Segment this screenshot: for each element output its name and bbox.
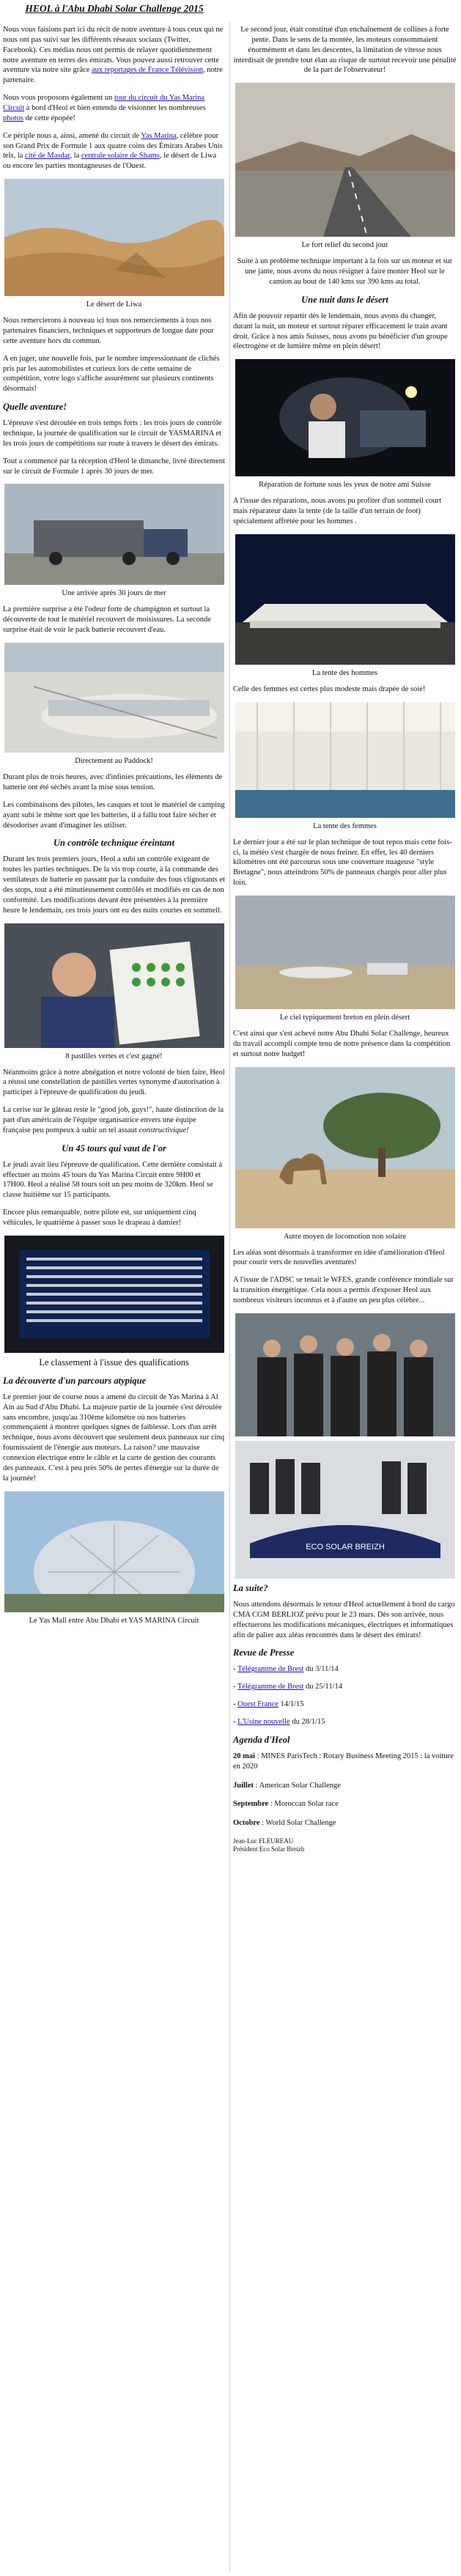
- caption-classement: Le classement à l'issue des qualifications: [39, 1357, 189, 1368]
- yas-marina-link[interactable]: Yas Marina: [141, 131, 177, 140]
- caption-paddock: Directement au Paddock!: [75, 757, 153, 766]
- caption-pastilles: 8 pastilles vertes et c'est gagné!: [65, 1052, 163, 1060]
- press-item: - Télégramme de Brest du 3/11/14: [233, 1665, 339, 1674]
- press-link[interactable]: Télégramme de Brest: [237, 1683, 304, 1691]
- heading-tour: Un 45 tours qui vaut de l'or: [62, 1143, 166, 1154]
- yas-mall-photo: [4, 1491, 224, 1612]
- journey-paragraph: Ce périple nous a, ainsi, amené du circuit de Yas Marina, célèbre pour son Grand Prix de Formule 1 aux quatre coins des Émirats Arabes Unis tels, la cité de Masdar, la centrale solaire de Shams, le désert de Liwa ou encore les parties montagneuses de l'Ouest.: [3, 131, 223, 171]
- caption-yas-mall: Le Yas Mall entre Abu Dhabi et YAS MARINA Circuit: [29, 1616, 199, 1625]
- heading-controle: Un contrôle technique éreintant: [54, 838, 174, 849]
- press-item: - Télégramme de Brest du 25/11/14: [233, 1683, 343, 1691]
- arrival-photo: [4, 484, 224, 585]
- abnegation-paragraph: Néanmoins grâce à notre abnégation et notre volonté de bien faire, Heol a réussi une constellation de pastilles vertes synonyme d'autorisation à participer à l'épreuve de qualification du jeudi.: [3, 1068, 225, 1097]
- repair-photo: [235, 359, 455, 476]
- right-column: [233, 25, 457, 1853]
- column-divider: [229, 22, 230, 2572]
- qualification-paragraph: Le jeudi avait lieu l'épreuve de qualification. Cette dernière consistait à effectuer au moins 45 tours du Yas Marina Circuit entre 9H00 et 17H00. Heol a réalisé 58 tours soit un peu moins de 320km. Heol se classe huitième sur 15 participants.: [3, 1160, 222, 1200]
- second-day-paragraph: Le second jour, était constitué d'un enchaînement de collines à forte pente. Dans le sens de la montée, les moteurs consommaient énormément et dans les descentes, la limitation de vitesse nous interdisait de prendre tout élan au risque de surtout recevoir une pénalité de la part de l'observateur!: [233, 26, 457, 75]
- left-column: [3, 25, 225, 1632]
- heading-agenda: Agenda d'Heol: [233, 1734, 290, 1745]
- heading-suite: La suite?: [233, 1582, 268, 1593]
- women-tent-photo: [235, 702, 455, 818]
- reception-paragraph: Tout a commencé par la réception d'Heol le dimanche, livré directement sur le circuit de Formule 1 après 30 jours de mer.: [3, 457, 225, 476]
- caption-ciel: Le ciel typiquement breton en plein désert: [279, 1014, 410, 1022]
- signature-name: Jean-Luc FLEUREAU: [233, 1837, 294, 1845]
- wfes-paragraph: A l'issue de l'ADSC se tenait le WFES, grande conférence mondiale sur la transition énergétique. Cela nous a permis d'exposer Heol aux nombreux visiteurs inconnus et à d'autre un peu plus célèbre...: [233, 1276, 454, 1305]
- inspection-paragraph: Durant les trois premiers jours, Heol a subi un contrôle exigeant de toutes les parties techniques. De la vis trop courte, à la commande des ventilateurs de batterie en passant par la conduite des fous clignotants et des stops, tout a été minutieusement contrôlés et modifiés en cas de non conformité. Les modifications devant être présentées à la première heure le lendemain, ces trois jours ont eu des nuits courtes en sommeil.: [3, 855, 225, 915]
- battery-paragraph: Durant plus de trois heures, avec d'infinies précautions, les éléments de batterie ont été séchés avant la mise sous tension.: [3, 773, 223, 791]
- car-plate: ECO SOLAR BREIZH: [305, 1542, 385, 1551]
- masdar-link[interactable]: cité de Masdar: [25, 152, 70, 160]
- good-job-paragraph: La cerise sur le gâteau reste le "good job, guys!", haute distinction de la part d'un américain de l'équipe organisatrice envers une équipe française peu pompeux à subir un tel assaut constructivique!: [3, 1106, 224, 1134]
- phases-paragraph: L'épreuve s'est déroulée en trois temps forts : les trois jours de contrôle technique, la journée de qualification sur le circuit de YASMARINA et les trois jours de compétitions sur route à travers le désert des émirats.: [3, 419, 222, 448]
- caption-reparation: Réparation de fortune sous les yeux de notre ami Suisse: [259, 481, 431, 490]
- caption-liwa: Le désert de Liwa: [86, 300, 142, 309]
- men-tent-photo: [235, 534, 455, 665]
- truck-paragraph: Suite à un problème technique important à la fois sur un moteur et sur une jante, nous avons du nous résigner à faire monter Heol sur le camion au bout de 140 kms sur 390 kms au total.: [237, 257, 453, 287]
- pastilles-photo: [4, 923, 224, 1048]
- caption-arrival: Une arrivée après 30 jours de mer: [62, 589, 166, 598]
- paddock-photo: [4, 643, 224, 753]
- press-link[interactable]: Ouest France: [237, 1700, 279, 1709]
- sleep-paragraph: A l'issue des réparations, nous avons pu profiter d'un sommeil court mais réparateur dans la tente (de la taille d'un terrain de foot) spécialement affrétée pour les hommes .: [233, 497, 442, 526]
- press-item: - Ouest France 14/1/15: [233, 1700, 304, 1709]
- shams-link[interactable]: centrale solaire de Shams: [81, 152, 160, 160]
- press-link[interactable]: L'Usine nouvelle: [237, 1717, 290, 1726]
- page-title: HEOL à l'Abu Dhabi Solar Challenge 2015: [25, 3, 204, 14]
- agenda-item: Septembre : Moroccan Solar race: [233, 1800, 339, 1809]
- last-day-paragraph: Le dernier jour a été sur le plan technique de tout repos mais cette fois-ci, la météo s'est chargée de nous freiner. En effet, les 40 derniers kilomètres ont été parcourus sous une couverture nuageuse "style Bretagne", nous atteindrons 50% de panneaux chargés pour aller plus loin.: [233, 838, 452, 887]
- women-tent-paragraph: Celle des femmes est certes plus modeste mais drapée de soie!: [233, 684, 426, 693]
- france-television-link[interactable]: aux reportages de France Télévision: [91, 66, 203, 75]
- agenda-item: 20 mai : MINES ParisTech : Rotary Business Meeting 2015 : la voiture en 2020: [233, 1752, 454, 1771]
- gear-paragraph: Les combinaisons des pilotes, les casques et tout le matériel de camping ayant subi le même sort que les batteries, il a fallu tout faire sécher et désodoriser avant d'imaginer les utiliser.: [3, 800, 225, 830]
- heading-nuit: Une nuit dans le désert: [301, 294, 388, 305]
- video-paragraph: Nous vous proposons également un tour du circuit du Yas Marina Circuit à bord d'Heol et bien entendu de visionner les nombreuses photos de cette épopée!: [3, 94, 206, 122]
- heading-aventure: Quelle aventure!: [3, 402, 67, 413]
- intro-paragraph: Nous vous faisions part ici du récit de notre aventure à tous ceux qui ne nous ont pas suivi sur les différents réseaux sociaux (Twitter, Facebook). Ces médias nous ont permis de relayer quotidiennement notre aventure en terres des émirats. Vous pouvez aussi retrouver cette aventure via notre site grâce aux reportages de France Télévision, notre partenaire.: [3, 26, 224, 85]
- press-item: - L'Usine nouvelle du 28/1/15: [233, 1717, 325, 1726]
- improvement-paragraph: Les aléas sont désormais à transformer en idée d'amélioration d'Heol pour courir vers de nouvelles aventures!: [233, 1248, 445, 1267]
- relief-photo: [235, 83, 455, 237]
- press-list: [233, 1664, 457, 1727]
- caption-femmes: La tente des femmes: [313, 822, 377, 830]
- yas-marina-tour-link[interactable]: tour du circuit du Yas Marina Circuit: [3, 94, 205, 113]
- heading-presse: Revue de Presse: [233, 1647, 295, 1658]
- photos-link[interactable]: photos: [3, 114, 24, 122]
- agenda-item: Juillet : American Solar Challenge: [233, 1781, 341, 1790]
- sky-photo: [235, 896, 455, 1009]
- caption-relief: Le fort relief du second jour: [301, 241, 388, 250]
- conclusion-paragraph: C'est ainsi que s'est achevé notre Abu Dhabi Solar Challenge, heureux du travail accompli compte tenu de notre présence dans la compétition et surtout notre budget!: [233, 1030, 451, 1058]
- heading-decouverte: La découverte d'un parcours atypique: [3, 1375, 147, 1386]
- thanks-paragraph: Nous remercierons à nouveau ici tous nos remerciements à tous nos partenaires financiers, techniques et supporteurs de longue date pour cette aventure hors du commun.: [3, 317, 214, 345]
- wfes-photo: [235, 1313, 455, 1436]
- press-link[interactable]: Télégramme de Brest: [237, 1665, 304, 1674]
- return-paragraph: Nous attendons désormais le retour d'Heol actuellement à bord du cargo CMA CGM BERLIOZ prévu pour le 23 mars. Dès son arrivée, nous effectuerons les modifications mécaniques, électriques et informatiques afin de palier aux aléas rencontrés dans le désert des émirats!: [233, 1600, 455, 1639]
- pilot-paragraph: Encore plus remarquable, notre pilote est, sur uniquement cinq véhicules, le quatrième à passer sous le drapeau à damier!: [3, 1208, 196, 1227]
- caption-chameau: Autre moyen de locomotion non solaire: [283, 1232, 407, 1241]
- signature-title: Président Eco Solar Breizh: [233, 1845, 305, 1853]
- first-day-paragraph: Le premier jour de course nous a amené du circuit de Yas Marina à Al Ain au Sud d'Abu Dhabi. La majeure partie de la journée s'est déroulée sans encombre, jusqu'au 310ème kilomètre où nos batteries commençaient à montrer quelques signes de faiblesse. Lors d'un arrêt technique, nous avons découvert que seulement deux panneaux sur cinq fournissaient de l'énergie aux moteurs. La raison? une mauvaise connexion électrique entre le câble et la carte de gestion des courants des panneaux. C'est à peu près 50% de pertes d'énergie sur la durée de la journée!: [3, 1392, 225, 1483]
- car-team-photo: [235, 1441, 455, 1579]
- agenda-list: [233, 1752, 457, 1828]
- agenda-item: Octobre : World Solar Challenge: [233, 1819, 336, 1828]
- classement-photo: [4, 1236, 224, 1353]
- caption-hommes: La tente des hommes: [312, 668, 377, 677]
- camel-photo: [235, 1067, 455, 1228]
- liwa-desert-photo: [4, 179, 224, 296]
- logo-paragraph: A en juger, une nouvelle fois, par le nombre impressionnant de clichés pris par les automobilistes et curieux lors de cette semaine de compétition, votre logo s'affiche assurément sur plusieurs continents désormais!: [3, 354, 220, 394]
- surprise-paragraph: La première surprise a été l'odeur forte de champignon et surtout la découverte de tout le matériel recouvert de moisissures. La seconde surprise était de voir le pack batterie recouvert d'eau.: [3, 605, 211, 635]
- repair-paragraph: Afin de pouvoir repartir dès le lendemain, nous avons du changer, durant la nuit, un moteur et surtout réparer efficacement le train avant droit. Grâce à nos amis Suisses, nous avons pu bénéficier d'un groupe électrogène et de lumière même en plein désert!: [233, 311, 448, 351]
